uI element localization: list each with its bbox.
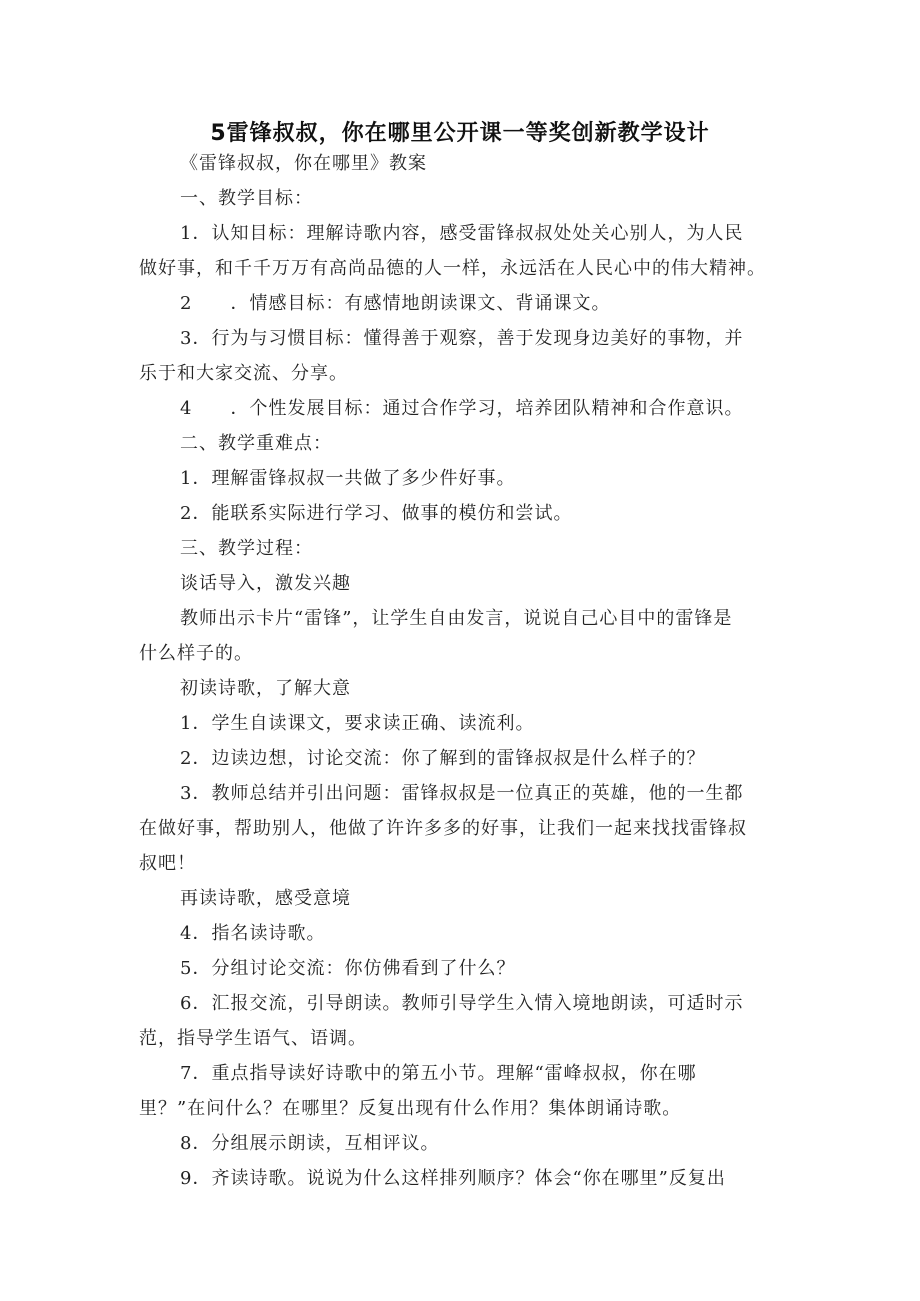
paragraph-line: 1．学生自读课文，要求读正确、读流利。: [180, 713, 535, 734]
paragraph-line: 范，指导学生语气、语调。: [139, 1028, 367, 1049]
paragraph-line: 什么样子的。: [139, 643, 253, 664]
paragraph-line: 6．汇报交流，引导朗读。教师引导学生入情入境地朗读，可适时示: [180, 993, 744, 1014]
paragraph-line: 2．边读边想，讨论交流：你了解到的雷锋叔叔是什么样子的？: [180, 748, 706, 769]
paragraph-line: 教师出示卡片“雷锋”，让学生自由发言，说说自己心目中的雷锋是: [180, 608, 733, 629]
section-heading-process: 三、教学过程：: [180, 538, 313, 559]
paragraph-line: 1．认知目标：理解诗歌内容，感受雷锋叔叔处处关心别人，为人民: [180, 223, 744, 244]
paragraph-line: 在做好事，帮助别人，他做了许许多多的好事，让我们一起来找找雷锋叔: [139, 818, 747, 839]
paragraph-line: 做好事，和千千万万有高尚品德的人一样，永远活在人民心中的伟大精神。: [139, 258, 766, 279]
section-heading-key-points: 二、教学重难点：: [180, 433, 332, 454]
paragraph-line: 2 ．情感目标：有感情地朗读课文、背诵课文。: [180, 293, 611, 314]
paragraph-line: 8．分组展示朗读，互相评议。: [180, 1133, 440, 1154]
paragraph-line: 里？”在问什么？在哪里？反复出现有什么作用？集体朗诵诗歌。: [139, 1098, 682, 1119]
document-title: 5雷锋叔叔，你在哪里公开课一等奖创新教学设计: [210, 121, 710, 146]
paragraph-line: 2．能联系实际进行学习、做事的模仿和尝试。: [180, 503, 573, 524]
paragraph-line: 4 ．个性发展目标：通过合作学习，培养团队精神和合作意识。: [180, 398, 744, 419]
lesson-plan-heading: 《雷锋叔叔，你在哪里》教案: [180, 153, 427, 174]
paragraph-line: 9．齐读诗歌。说说为什么这样排列顺序？体会“你在哪里”反复出: [180, 1168, 726, 1189]
subheading: 再读诗歌，感受意境: [180, 888, 351, 909]
subheading: 谈话导入，激发兴趣: [180, 573, 351, 594]
paragraph-line: 1．理解雷锋叔叔一共做了多少件好事。: [180, 468, 516, 489]
paragraph-line: 5．分组讨论交流：你仿佛看到了什么？: [180, 958, 516, 979]
paragraph-line: 3．行为与习惯目标：懂得善于观察，善于发现身边美好的事物，并: [180, 328, 744, 349]
paragraph-line: 叔吧！: [139, 853, 196, 874]
subheading: 初读诗歌，了解大意: [180, 678, 351, 699]
paragraph-line: 3．教师总结并引出问题：雷锋叔叔是一位真正的英雄，他的一生都: [180, 783, 744, 804]
paragraph-line: 乐于和大家交流、分享。: [139, 363, 348, 384]
section-heading-objectives: 一、教学目标：: [180, 188, 313, 209]
paragraph-line: 7．重点指导读好诗歌中的第五小节。理解“雷峰叔叔，你在哪: [180, 1063, 697, 1084]
paragraph-line: 4．指名读诗歌。: [180, 923, 326, 944]
